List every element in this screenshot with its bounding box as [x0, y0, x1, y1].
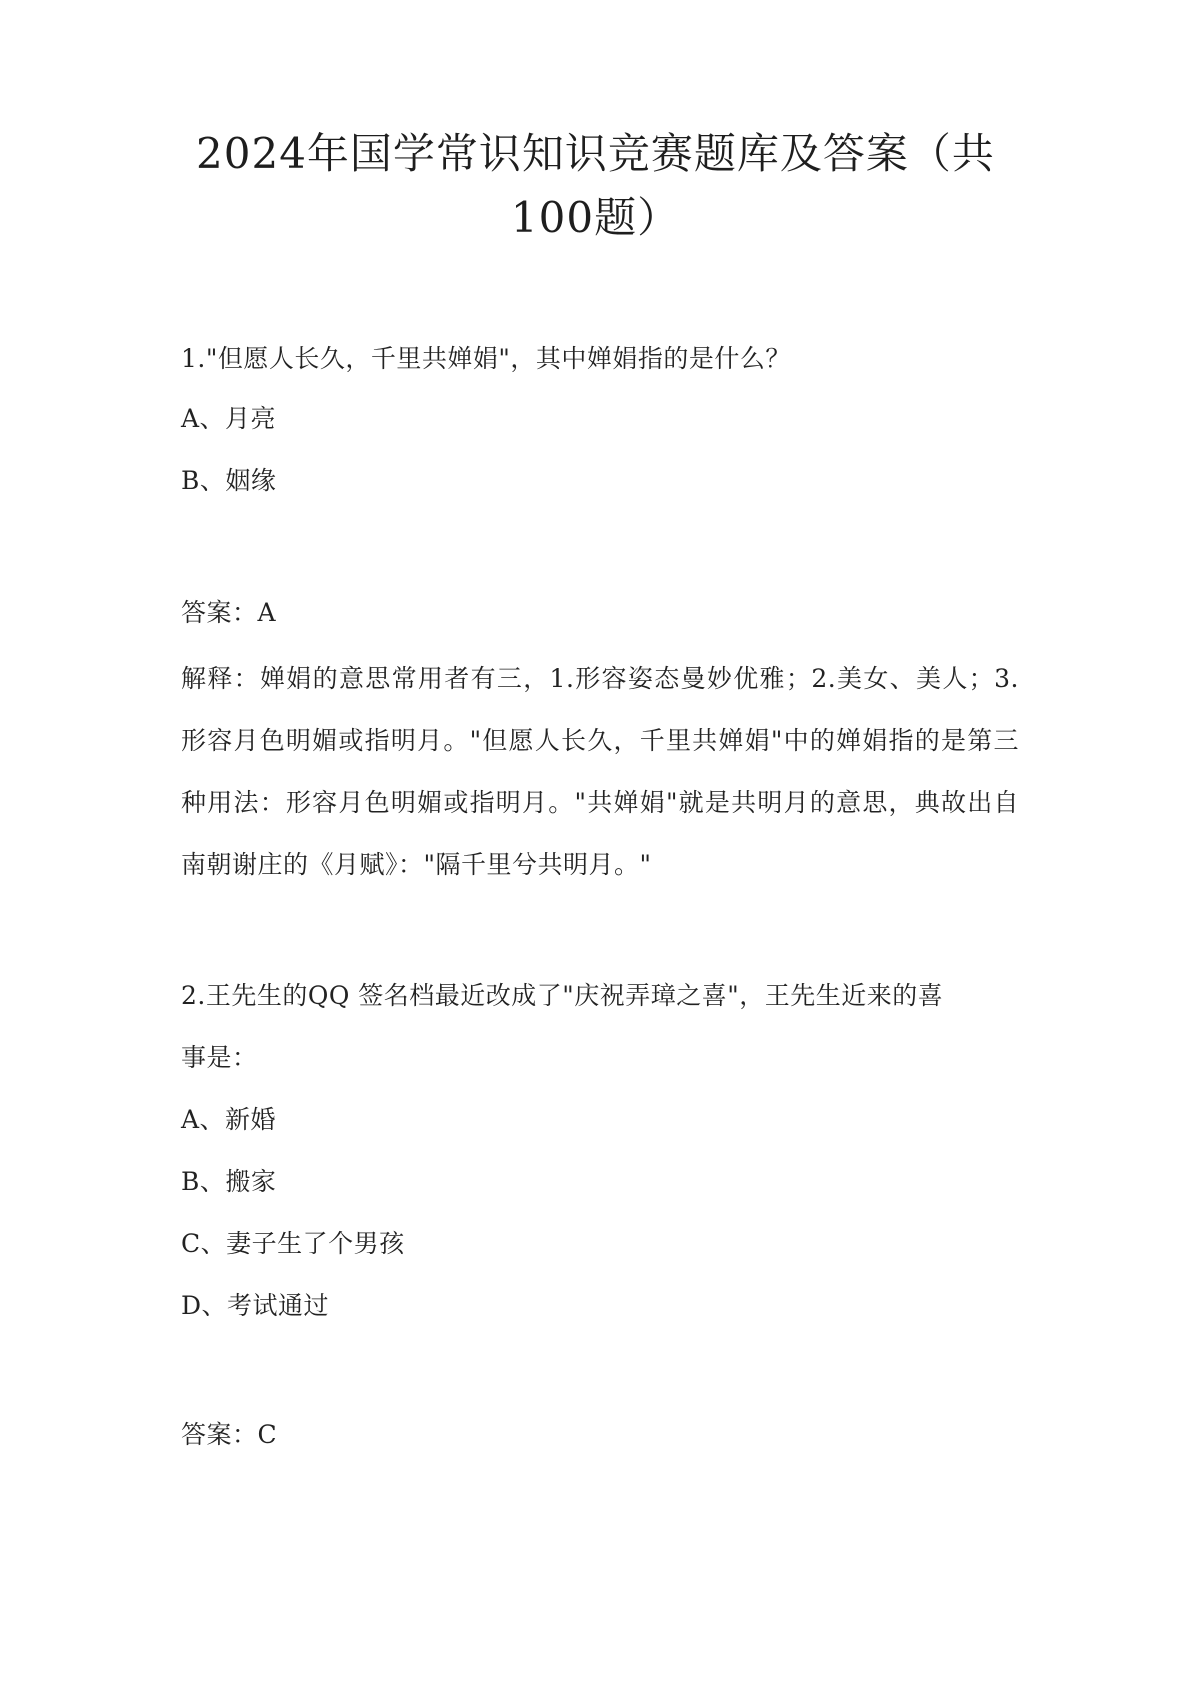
- question-2-option-a: A、新婚: [181, 1105, 277, 1134]
- question-2-text-line-2: 事是：: [181, 1043, 258, 1072]
- document-title-line-2: 100题）: [510, 193, 681, 242]
- question-2-answer: 答案：C: [181, 1420, 278, 1449]
- question-2-option-b: B、搬家: [181, 1167, 277, 1196]
- question-1-explanation: 解释：婵娟的意思常用者有三，1.形容姿态曼妙优雅；2.美女、美人；3.形容月色明媚或指明月。"但愿人长久，千里共婵娟"中的婵娟指的是第三种用法：形容月色明媚或指明月。"共婵娟"就是共明月的意思，典故出自南朝谢庄的《月赋》："隔千里兮共明月。": [181, 664, 1019, 879]
- question-2-option-d: D、考试通过: [181, 1291, 330, 1320]
- question-1-option-b: B、姻缘: [181, 466, 277, 495]
- document-title-line-1: 2024年国学常识知识竞赛题库及答案（共: [196, 129, 995, 178]
- question-2-text-line-1: 2.王先生的QQ 签名档最近改成了"庆祝弄璋之喜"，王先生近来的喜: [181, 981, 944, 1010]
- question-2-option-c: C、妻子生了个男孩: [181, 1229, 405, 1258]
- question-1-text: 1."但愿人长久，千里共婵娟"，其中婵娟指的是什么？: [181, 344, 791, 373]
- question-1-option-a: A、月亮: [181, 404, 277, 433]
- question-1-answer: 答案：A: [181, 598, 277, 627]
